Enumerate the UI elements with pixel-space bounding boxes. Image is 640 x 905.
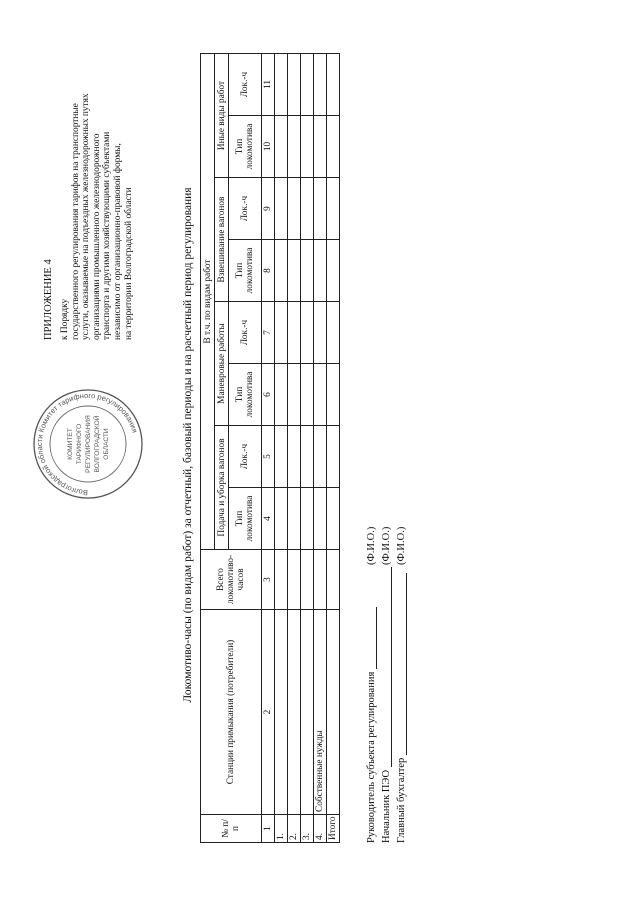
sub-header-hours: Лок.-ч xyxy=(229,178,262,240)
note-line: на территории Волгоградской области xyxy=(123,187,134,340)
note-line: государственного регулирования тарифов на транспортные xyxy=(70,103,81,340)
col-number: 7 xyxy=(262,302,275,364)
row-number: 4. xyxy=(314,815,327,843)
appendix-note xyxy=(60,10,134,340)
appendix-label: ПРИЛОЖЕНИЕ 4 xyxy=(43,259,54,340)
sub-header-type: Тип локомотива xyxy=(229,240,262,302)
sub-header-hours: Лок.-ч xyxy=(229,426,262,488)
row-station: Собственные нужды xyxy=(314,610,327,815)
col-number: 6 xyxy=(262,364,275,426)
group-header-shunting: Маневровые работы xyxy=(215,302,229,426)
row-number: 1. xyxy=(275,815,288,843)
col-number: 1 xyxy=(262,815,275,843)
note-line: транспорта и другими хозяйствующими субъектами xyxy=(102,131,113,340)
signature-label: Руководитель субъекта регулирования xyxy=(366,671,377,843)
note-line: услуги, оказываемые на подъездных железнодорожных путях xyxy=(81,93,92,340)
col-number: 4 xyxy=(262,488,275,550)
row-station xyxy=(301,610,314,815)
signature-fio: (Ф.И.О.) xyxy=(366,526,377,565)
seal-line: КОМИТЕТ xyxy=(67,428,74,460)
seal-line: РЕГУЛИРОВАНИЯ xyxy=(85,415,92,473)
signature-line-peo xyxy=(381,567,392,843)
row-station xyxy=(327,610,340,815)
col-number: 11 xyxy=(262,53,275,115)
col-header-no: № п/п xyxy=(201,815,262,843)
col-number: 2 xyxy=(262,610,275,815)
table-row xyxy=(301,53,314,842)
col-number: 9 xyxy=(262,178,275,240)
table-row xyxy=(275,53,288,842)
signature-label: Главный бухгалтер xyxy=(396,757,407,843)
row-number: 2. xyxy=(288,815,301,843)
document-title: Локомотиво-часы (по видам работ) за отчетный, базовый периоды и на расчетный период регулирования xyxy=(182,187,194,703)
official-seal xyxy=(32,388,144,500)
col-number: 3 xyxy=(262,550,275,610)
col-header-total: Всего локомотиво-часов xyxy=(201,550,262,610)
group-header-weighing: Взвешивание вагонов xyxy=(215,178,229,302)
sub-header-hours: Лок.-ч xyxy=(229,302,262,364)
seal-line: ТАРИФНОГО xyxy=(76,423,83,465)
col-header-station: Станции примыкания (потребители) xyxy=(201,610,262,815)
row-station xyxy=(288,610,301,815)
table-row xyxy=(288,53,301,842)
signature-label: Начальник ПЭО xyxy=(381,769,392,843)
signature-line-accountant xyxy=(396,573,407,843)
row-station xyxy=(275,610,288,815)
group-header-supply: Подача и уборка вагонов xyxy=(215,426,229,550)
seal-line: ВОЛГОГРАДСКОЙ xyxy=(94,415,101,473)
sub-header-type: Тип локомотива xyxy=(229,364,262,426)
locomotive-hours-table xyxy=(200,53,340,843)
seal-ring-text: Волгоградской области Комитет тарифного регулирования xyxy=(34,390,140,498)
row-total-label: Итого xyxy=(327,815,340,843)
signature-line-head xyxy=(366,607,377,843)
signature-fio: (Ф.И.О.) xyxy=(396,526,407,565)
seal-line: ОБЛАСТИ xyxy=(103,428,110,460)
sub-header-hours: Лок.-ч xyxy=(229,53,262,115)
group-header: В т.ч. по видам работ xyxy=(201,53,215,549)
note-line: независимо от организационно-правовой формы, xyxy=(112,143,123,340)
group-header-other: Иные виды работ xyxy=(215,53,229,177)
note-line: к Порядку xyxy=(60,298,70,340)
signature-fio: (Ф.И.О.) xyxy=(381,526,392,565)
note-line: организациями промышленного железнодорожного xyxy=(91,133,102,340)
row-number: 3. xyxy=(301,815,314,843)
sub-header-type: Тип локомотива xyxy=(229,116,262,178)
table-row xyxy=(314,53,327,842)
col-number: 5 xyxy=(262,426,275,488)
sub-header-type: Тип локомотива xyxy=(229,488,262,550)
col-number: 10 xyxy=(262,116,275,178)
col-number: 8 xyxy=(262,240,275,302)
table-row-total xyxy=(327,53,340,842)
